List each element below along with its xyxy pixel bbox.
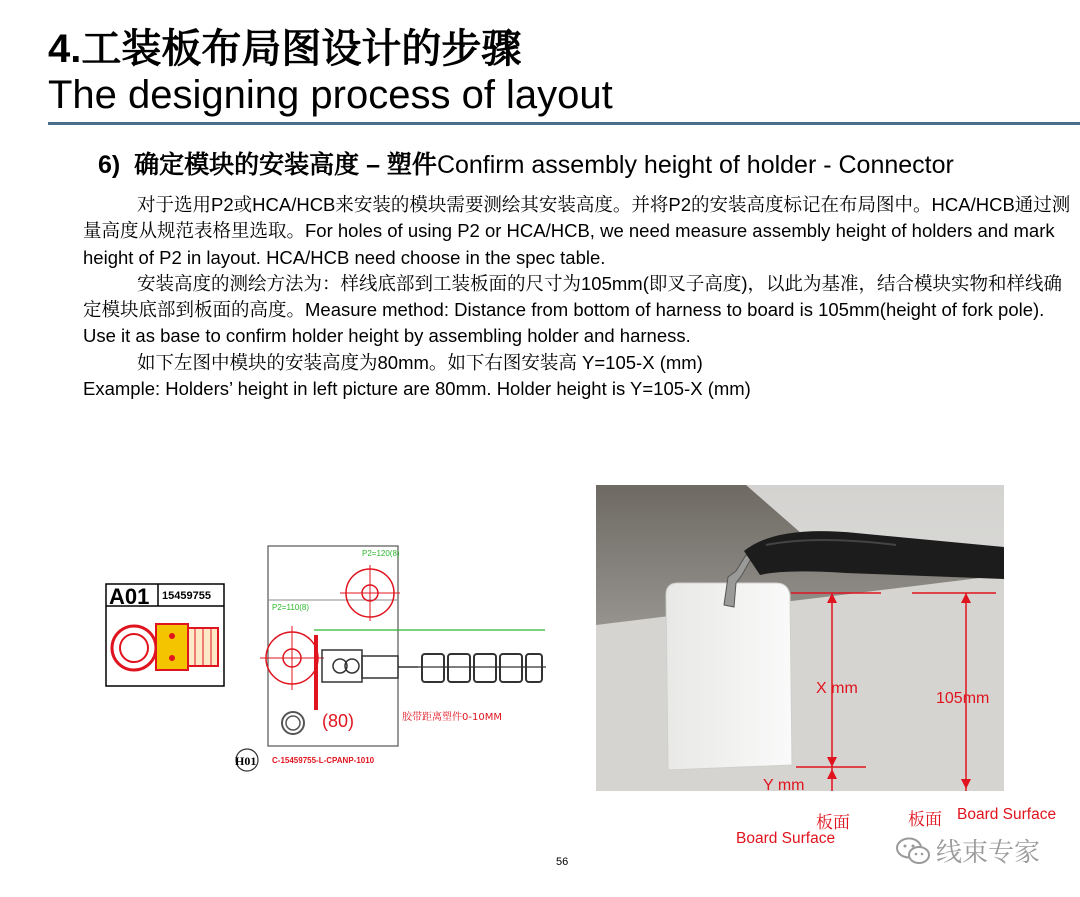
seal-icon xyxy=(112,626,156,670)
diagram-ref-code: C-15459755-L-CPANP-1010 xyxy=(272,756,375,765)
paragraph-4: Example: Holders’ height in left picture are 80mm. Holder height is Y=105-X (mm) xyxy=(83,378,751,400)
total-height-label: 105mm xyxy=(936,690,990,707)
title-english: The designing process of layout xyxy=(48,73,613,117)
paragraph-2: 安装高度的测绘方法为：样线底部到工装板面的尺寸为105mm(即叉子高度)，以此为基准，结合模块实物和样线确定模块底部到板面的高度。Measure method: Distance from bottom of harness to board is 105mm(height of fork pole). Use it as base to confirm holder height by assembling holder and harness. xyxy=(83,272,1063,347)
board-label-cn-1: 板面 xyxy=(816,813,850,832)
paragraph-1: 对于选用P2或HCA/HCB来安装的模块需要测绘其安装高度。并将P2的安装高度标记在布局图中。HCA/HCB通过测量高度从规范表格里选取。For holes of using P2 or HCA/HCB, we need measure assembly height of holders and mark height of P2 in layout. HCA/HCB need choose in the spec table. xyxy=(83,194,1071,268)
board-label-en-1: Board Surface xyxy=(736,830,836,847)
body-text xyxy=(83,192,1073,402)
y-dimension-label: Y mm xyxy=(763,777,805,794)
holder-photo xyxy=(596,485,1004,791)
watermark xyxy=(896,832,1040,869)
page-number: 56 xyxy=(556,856,569,868)
watermark-text: 线束专家 xyxy=(936,837,1041,867)
diagram-height-label: (80) xyxy=(322,711,355,731)
title-divider xyxy=(48,122,1080,125)
wechat-icon xyxy=(896,837,930,865)
diagram-note: 胶带距离塑件0-10MM xyxy=(402,712,502,723)
board-label-cn-2: 板面 xyxy=(908,810,942,829)
title-chinese: 4.工装板布局图设计的步骤 xyxy=(48,27,522,71)
layout-diagram xyxy=(100,540,550,780)
p2-top-label: P2=120(8) xyxy=(362,549,400,558)
diagram-ref: H01 xyxy=(235,754,257,768)
diagram-part-no: 15459755 xyxy=(162,590,211,602)
p2-left-label: P2=110(8) xyxy=(272,603,309,612)
board-label-en-2: Board Surface xyxy=(957,806,1057,823)
section-heading: 6) 确定模块的安装高度 – 塑件Confirm assembly height of holder - Connector xyxy=(98,151,954,179)
diagram-code: A01 xyxy=(109,584,150,609)
x-dimension-label: X mm xyxy=(816,680,858,697)
paragraph-3: 如下左图中模块的安装高度为80mm。如下右图安装高 Y=105-X (mm) xyxy=(137,351,703,373)
